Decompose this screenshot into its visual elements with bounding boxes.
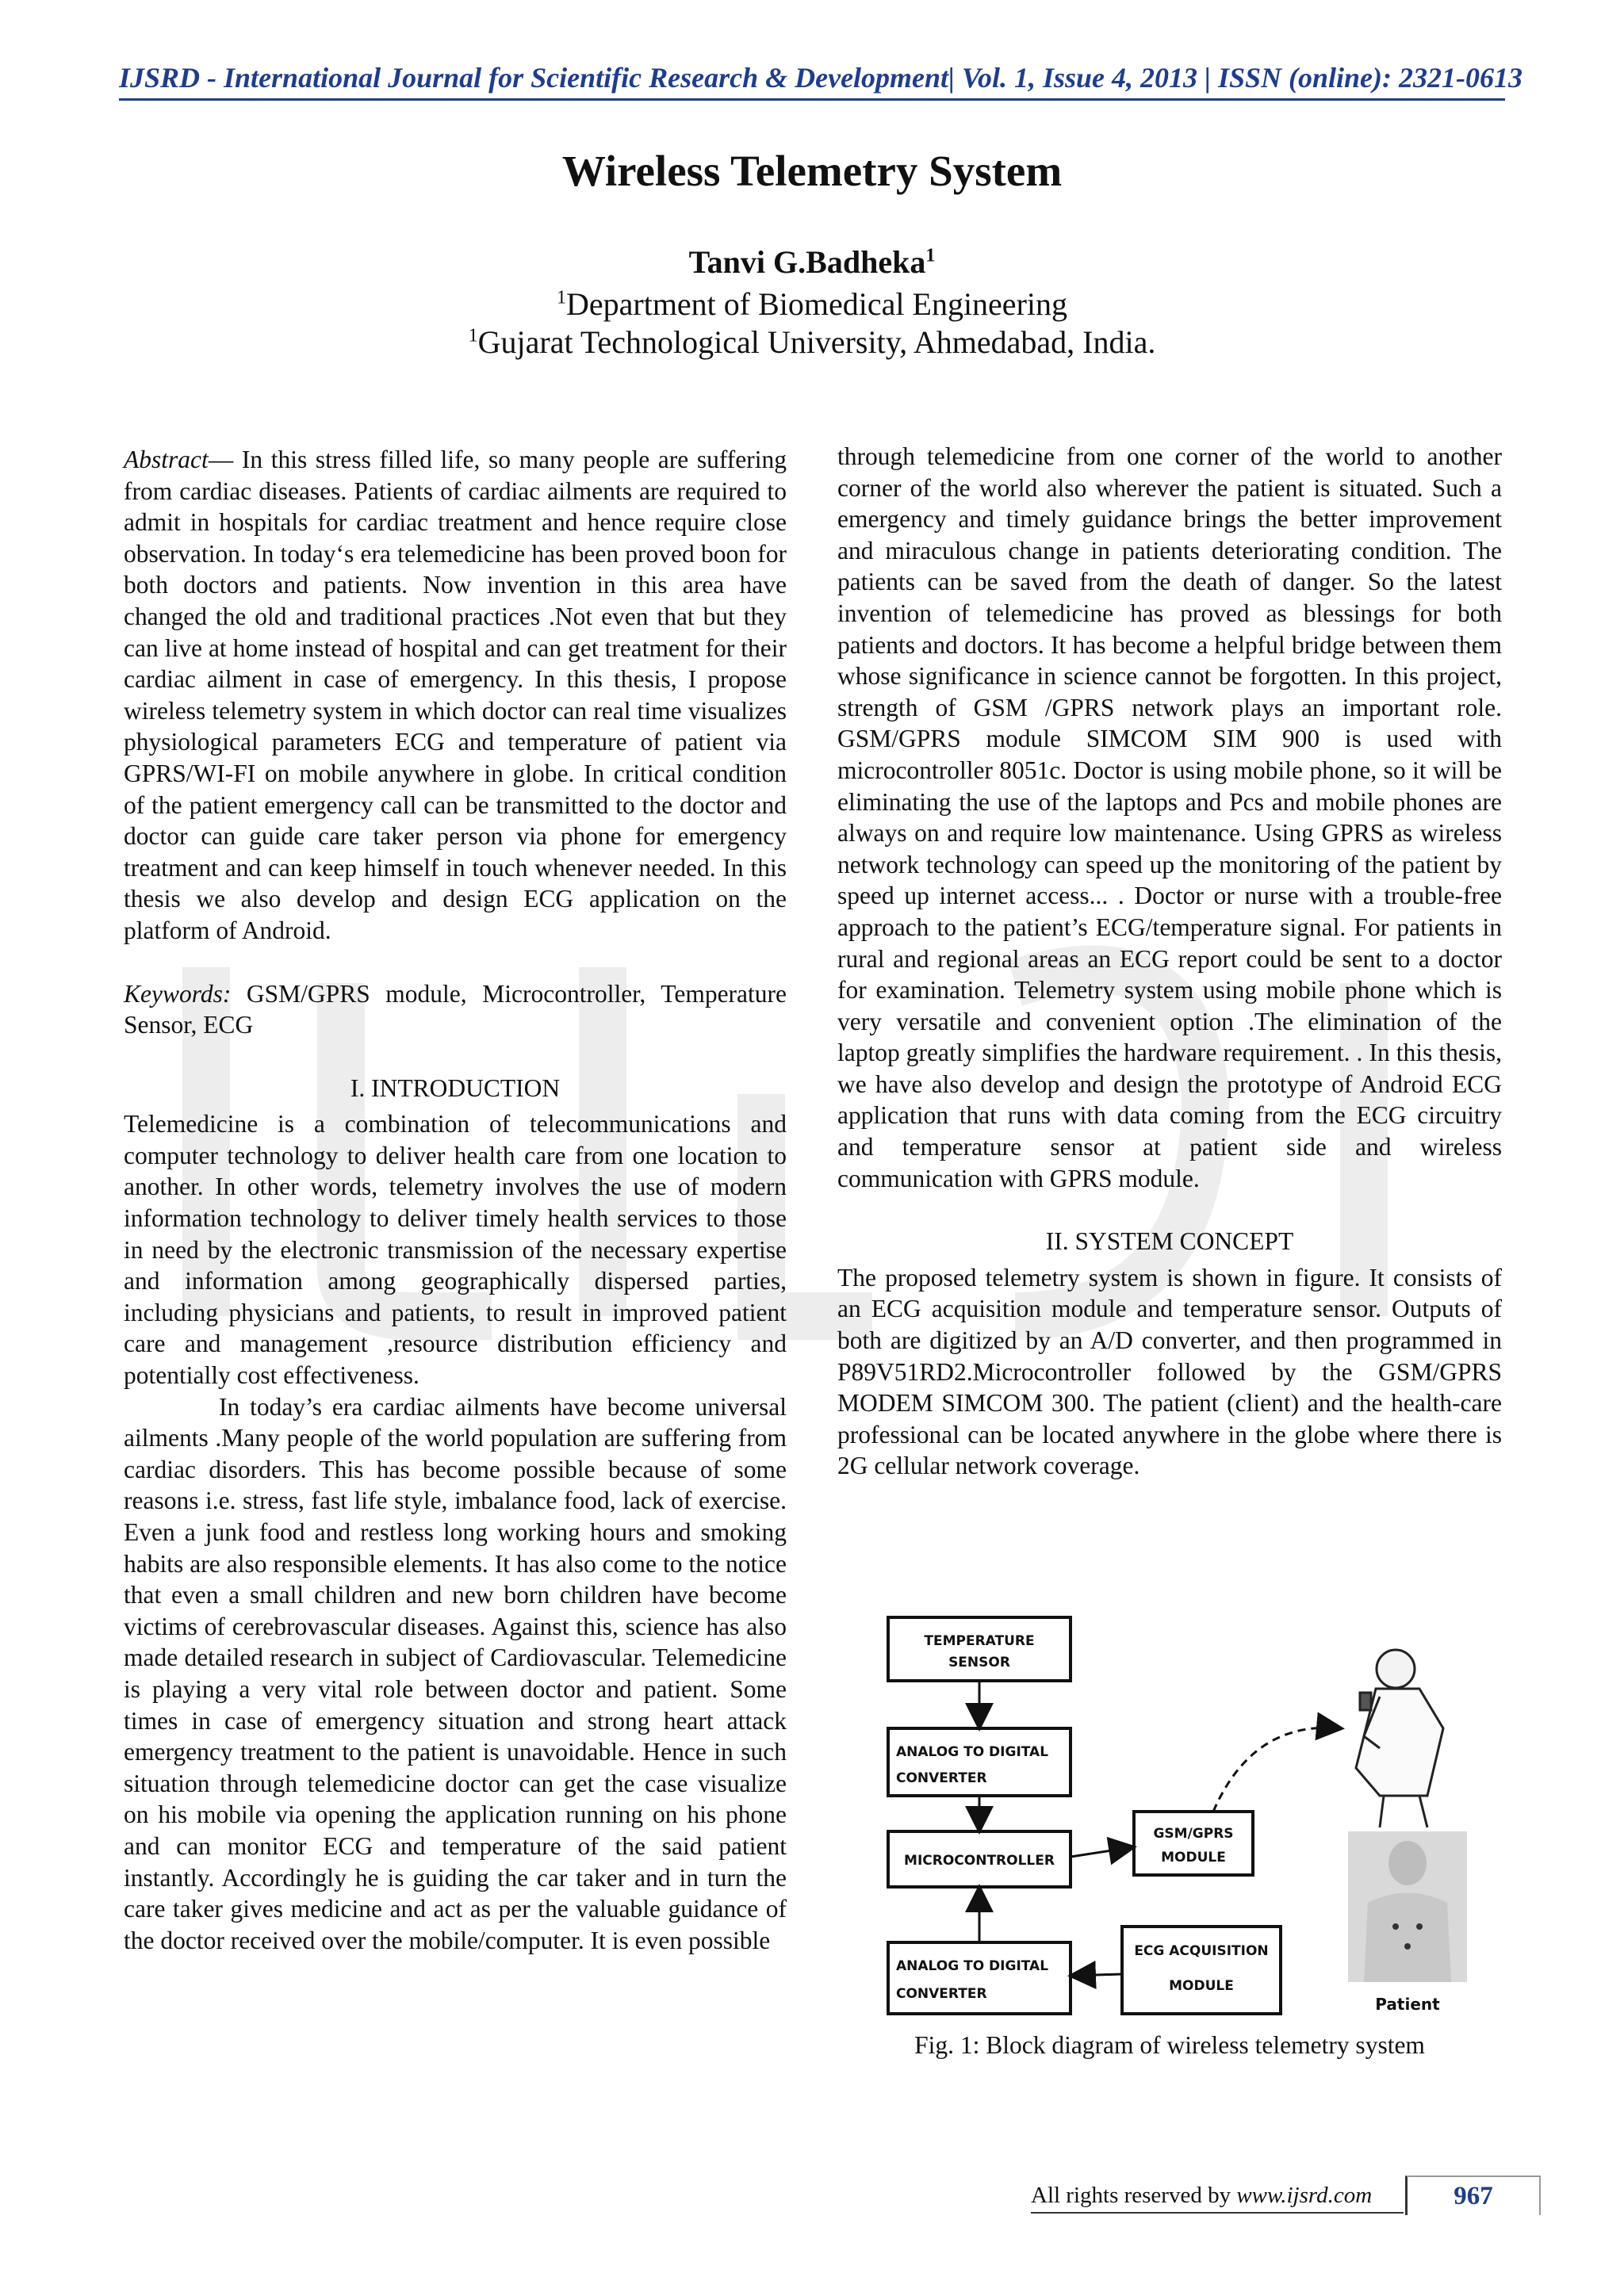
journal-header: IJSRD - International Journal for Scientific Research & Development| Vol. 1, Issue 4, 2013 | ISSN (online): 2321-0613 [119, 62, 1522, 94]
abstract-dash: — [208, 446, 234, 473]
temp-sensor-label-2: SENSOR [948, 1655, 1010, 1670]
gsm-gprs-module-block [1134, 1812, 1253, 1875]
intro-paragraph-1: Telemedicine is a combination of telecommunications and computer technology to deliver health care from one location to another. In other words, telemetry involves the use of modern information technology to deliver timely health services to those in need by the electronic transmission of the necessary expertise and information among geographically dispersed parties, including physicians and patients, to result in improved patient care and management ,resource distribution efficiency and potentially cost effectiveness. [124, 1110, 787, 1390]
patient-label: Patient [1375, 1995, 1440, 2014]
adc-block-bottom [888, 1942, 1071, 2014]
mcu-label: MICROCONTROLLER [904, 1853, 1055, 1869]
right-column [837, 441, 1502, 1482]
section-heading-introduction: I. INTRODUCTION [350, 1073, 561, 1102]
temp-sensor-label-1: TEMPERATURE [924, 1633, 1035, 1649]
intro-paragraph-2: In today’s era cardiac ailments have become universal ailments .Many people of the world population are suffering from cardiac disorders. This has become possible because of some reasons i.e. stress, fast life style, imbalance food, lack of exercise. Even a junk food and restless long working hours and smoking habits are also responsible elements. It has also come to the notice that even a small children and new born children have become victims of cerebrovascular diseases. Against this, science has also made detailed research in subject of Cardiovascular. Telemedicine is playing a very vital role between doctor and patient. Some times in case of emergency situation and strong heart attack emergency treatment to the patient is unavoidable. Hence in such situation through telemedicine doctor can get the case visualize on his mobile via opening the application running on his phone and can monitor ECG and temperature of the said patient instantly. Accordingly he is guiding the car taker and in turn the care taker gives medicine and act as per the valuable guidance of the doctor received over the mobile/computer. It is even possible [124, 1392, 787, 1954]
temperature-sensor-block [888, 1617, 1071, 1681]
affiliation-university [0, 323, 1624, 362]
wireless-arrow-to-doctor [1213, 1728, 1340, 1812]
ecg-label-2: MODULE [1169, 1978, 1234, 1994]
doctor-illustration [1356, 1650, 1443, 1827]
affiliation1-text: Department of Biomedical Engineering [565, 286, 1067, 322]
keywords-text: GSM/GPRS module, Microcontroller, Temperature Sensor, ECG [124, 979, 787, 1039]
ecg-acquisition-block [1122, 1927, 1281, 2014]
abstract-paragraph [124, 444, 787, 947]
adc-bottom-label-2: CONVERTER [896, 1986, 987, 2002]
keywords-label: Keywords: [124, 979, 232, 1008]
affiliation-department [0, 285, 1624, 323]
section-heading-system-concept: II. SYSTEM CONCEPT [1045, 1227, 1294, 1256]
figure-caption: Fig. 1: Block diagram of wireless telemetry system [914, 2031, 1425, 2059]
affiliation2-sup: 1 [468, 325, 478, 346]
arrow-mcu-to-gsm [1071, 1847, 1132, 1857]
page-number: 967 [1405, 2175, 1541, 2215]
block-diagram-figure [872, 1609, 1475, 2022]
patient-illustration [1348, 1831, 1467, 1982]
abstract-text: In this stress filled life, so many people are suffering from cardiac diseases. Patients of cardiac ailments are required to admit in hospitals for cardiac treatment and hence require close observation. In today‘s era telemedicine has been proved boon for both doctors and patients. Now invention in this area have changed the old and traditional practices .Not even that but they can live at home instead of hospital and can get treatment for their cardiac ailment in case of emergency. In this thesis, I propose wireless telemetry system in which doctor can real time visualizes physiological parameters ECG and temperature of patient via GPRS/WI-FI on mobile anywhere in globe. In critical condition of the patient emergency call can be transmitted to the doctor and doctor can guide care taker person via phone for emergency treatment and can keep himself in touch whenever needed. In this thesis we also develop and design ECG application on the platform of Android. [124, 446, 787, 944]
gsm-label-2: MODULE [1161, 1850, 1226, 1866]
system-concept-paragraph: The proposed telemetry system is shown in figure. It consists of an ECG acquisition module and temperature sensor. Outputs of both are digitized by an A/D converter, and then programmed in P89V51RD2.Microcontroller followed by the GSM/GPRS MODEM SIMCOM 300. The patient (client) and the health-care professional can be located anywhere in the globe where there is 2G cellular network coverage. [837, 1263, 1502, 1480]
footer-site-link[interactable]: www.ijsrd.com [1236, 2183, 1373, 2208]
arrow-ecg-to-adc2 [1072, 1974, 1122, 1976]
adc-top-label-1: ANALOG TO DIGITAL [896, 1744, 1049, 1760]
affiliation1-sup: 1 [556, 287, 566, 308]
author-sup: 1 [925, 245, 936, 266]
adc-bottom-label-1: ANALOG TO DIGITAL [896, 1958, 1049, 1974]
left-column [124, 444, 787, 1956]
paper-title: Wireless Telemetry System [561, 147, 1063, 195]
author-line [0, 243, 1624, 282]
adc-top-label-2: CONVERTER [896, 1770, 987, 1786]
footer-rule [1031, 2212, 1404, 2214]
abstract-label: Abstract [124, 446, 209, 473]
footer-rights [1031, 2181, 1372, 2210]
affiliation2-text: Gujarat Technological University, Ahmedabad, India. [477, 324, 1156, 360]
gsm-label-1: GSM/GPRS [1153, 1826, 1234, 1842]
header-rule [119, 98, 1505, 101]
keywords-paragraph [124, 978, 787, 1041]
author-name: Tanvi G.Badheka [688, 244, 926, 280]
ecg-label-1: ECG ACQUISITION [1134, 1943, 1269, 1959]
footer-rights-text: All rights reserved by [1031, 2183, 1237, 2208]
intro-paragraph-3: through telemedicine from one corner of the world to another corner of the world also wherever the patient is situated. Such a emergency and timely guidance brings the better improvement and miraculous change in patients deteriorating condition. The patients can be saved from the death of danger. So the latest invention of telemedicine has proved as blessings for both patients and doctors. It has become a helpful bridge between them whose significance in science cannot be forgotten. In this project, strength of GSM /GPRS network plays an important role. GSM/GPRS module SIMCOM SIM 900 is used with microcontroller 8051c. Doctor is using mobile phone, so it will be eliminating the use of the laptops and Pcs and mobile phones are always on and require low maintenance. Using GPRS as wireless network technology can speed up the monitoring of the patient by speed up internet access... . Doctor or nurse with a trouble-free approach to the patient’s ECG/temperature signal. For patients in rural and regional areas an ECG report could be sent to a doctor for examination. Telemetry system using mobile phone which is very versatile and convenient option .The elimination of the laptop greatly simplifies the hardware requirement. . In this thesis, we have also develop and design the prototype of Android ECG application that runs with data coming from the ECG circuitry and temperature sensor at patient side and wireless communication with GPRS module. [837, 442, 1502, 1192]
